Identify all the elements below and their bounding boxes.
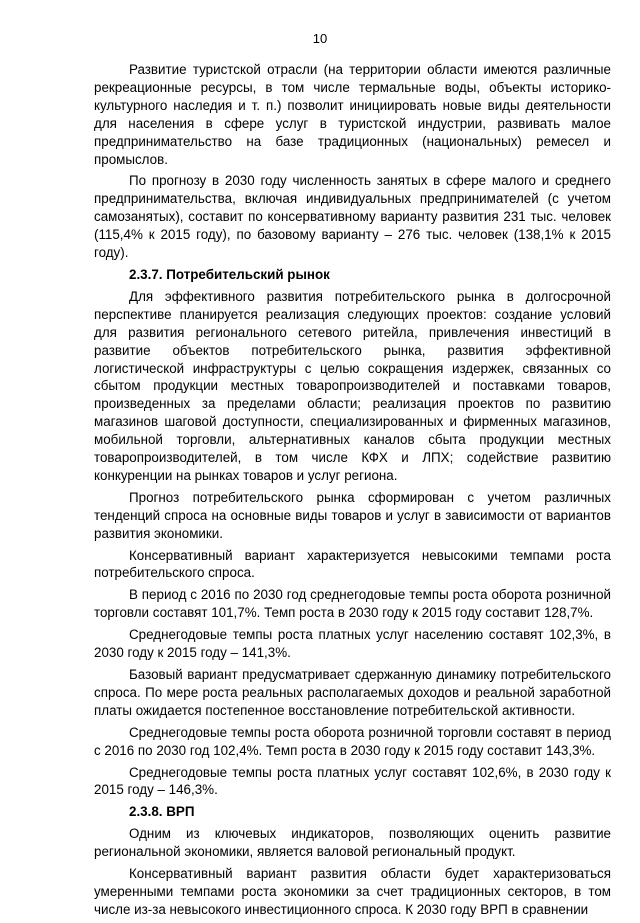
paragraph-consumer-market-projects: Для эффективного развития потребительского рынка в долгосрочной перспективе планируется реализация следующих проектов: создание условий для развития регионального сетевого ритейла, привлечения инвестиций в развитие объектов потребительского рынка, развития эффективной логистической инфраструктуры с целью сокращения издержек, связанных со сбытом продукции местных товаропроизводителей и поставками товаров, произведенных за пределами области; реализация проектов по развитию магазинов шаговой доступности, специализированных и фирменных магазинов, мобильной торговли, альтернативных каналов сбыта продукции местных товаропроизводителей, в том числе КФХ и ЛПХ; содействие развитию конкуренции на рынках товаров и услуг региона. — [94, 288, 611, 483]
paragraph-conservative-variant: Консервативный вариант характеризуется невысокими темпами роста потребительского спроса. — [94, 547, 611, 581]
section-heading-consumer-market: 2.3.7. Потребительский рынок — [129, 266, 330, 282]
paragraph-base-variant: Базовый вариант предусматривает сдержанную динамику потребительского спроса. По мере роста реальных располагаемых доходов и реальной заработной платы ожидается постепенное восстановление потребительской активности. — [94, 667, 611, 718]
paragraph-retail-growth-conservative: В период с 2016 по 2030 год среднегодовые темпы роста оборота розничной торговли составят 101,7%. Темп роста в 2030 году к 2015 году составит 128,7%. — [94, 587, 611, 621]
page-number: 10 — [312, 31, 328, 46]
paragraph-services-growth-base: Среднегодовые темпы роста платных услуг составят 102,6%, в 2030 году к 2015 году – 146,3%. — [94, 764, 611, 798]
paragraph-services-growth-conservative: Среднегодовые темпы роста платных услуг населению составят 102,3%, в 2030 году к 2015 году – 141,3%. — [94, 627, 611, 661]
document-body — [94, 61, 611, 923]
paragraph-grp-conservative: Консервативный вариант развития области будет характеризоваться умеренными темпами роста экономики за счет традиционных секторов, в том числе из-за невысокого инвестиционного спроса. К 2030 году ВРП в сравнении — [94, 866, 611, 917]
paragraph-sme-employment: По прогнозу в 2030 году численность занятых в сфере малого и среднего предпринимательства, включая индивидуальных предпринимателей (с учетом самозанятых), составит по консервативному варианту развития 231 тыс. человек (115,4% к 2015 году), по базовому варианту – 276 тыс. человек (138,1% к 2015 году). — [94, 173, 611, 261]
paragraph-consumer-forecast: Прогноз потребительского рынка сформирован с учетом различных тенденций спроса на основные виды товаров и услуг в зависимости от вариантов развития экономики. — [94, 489, 611, 541]
section-heading-grp: 2.3.8. ВРП — [129, 804, 195, 820]
paragraph-grp-indicator: Одним из ключевых индикаторов, позволяющих оценить развитие региональной экономики, является валовой региональный продукт. — [94, 826, 611, 860]
paragraph-tourism: Развитие туристской отрасли (на территории области имеются различные рекреационные ресурсы, в том числе термальные воды, объекты историко-культурного наследия и т. п.) позволит инициировать новые виды деятельности для населения в сфере услуг в туристской индустрии, развивать малое предпринимательство на базе традиционных (национальных) ремесел и промыслов. — [94, 62, 611, 167]
paragraph-retail-growth-base: Среднегодовые темпы роста оборота розничной торговли составят в период с 2016 по 2030 год 102,4%. Темп роста в 2030 году к 2015 году составит 143,3%. — [94, 724, 611, 758]
